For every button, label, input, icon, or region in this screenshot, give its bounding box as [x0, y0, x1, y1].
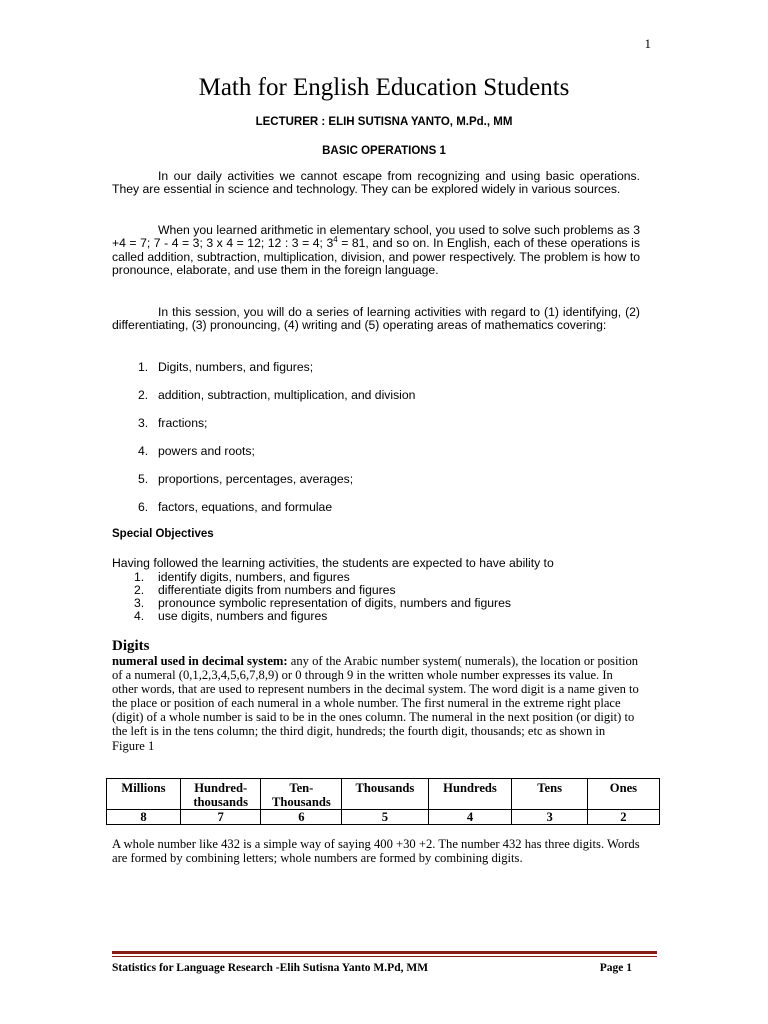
list-item: [138, 388, 415, 402]
lecturer-line: LECTURER : ELIH SUTISNA YANTO, M.Pd., MM: [255, 116, 513, 128]
item-number: 3.: [134, 596, 145, 610]
arithmetic-lead: When you learned arithmetic in elementary school, you used to solve such problems as 3 +4 = 7; 7 - 4 = 3; 3 x 4 = 12; 12 : 3 = 4; 3: [112, 223, 640, 251]
table-header-cell: Millions: [107, 779, 181, 810]
item-number: 2.: [138, 388, 149, 402]
arithmetic-paragraph: [112, 224, 640, 277]
item-number: 6.: [138, 500, 149, 514]
table-cell: 6: [261, 810, 342, 825]
item-number: 2.: [134, 583, 145, 597]
table-header-cell: Tens: [512, 779, 587, 810]
exponent: 4: [333, 235, 338, 245]
table-cell: 3: [512, 810, 587, 825]
page-number: 1: [644, 36, 651, 51]
item-text: proportions, percentages, averages;: [158, 472, 354, 486]
footer-rule-thick: [112, 951, 657, 954]
table-header-cell: Ten- Thousands: [261, 779, 342, 810]
item-number: 5.: [138, 472, 149, 486]
table-cell: 5: [342, 810, 428, 825]
digits-paragraph: [112, 654, 640, 753]
list-item: [138, 444, 255, 458]
item-text: identify digits, numbers, and figures: [158, 570, 350, 584]
footer-course-title: Statistics for Language Research -Elih Sutisna Yanto M.Pd, MM: [112, 962, 429, 974]
list-item: [134, 583, 396, 597]
item-number: 1.: [138, 360, 149, 374]
item-text: use digits, numbers and figures: [158, 609, 328, 623]
arithmetic-tail: = 81, and so on. In English, each of these operations is called addition, subtraction, multiplication, division, and power respectively. The problem is how to pronounce, elaborate, and use them in the foreign language.: [112, 236, 640, 277]
footer-page-label: Page 1: [599, 962, 632, 974]
special-objectives-heading: Special Objectives: [112, 528, 214, 540]
item-text: differentiate digits from numbers and figures: [158, 583, 396, 597]
intro-paragraph: In our daily activities we cannot escape from recognizing and using basic operations. They are essential in science and technology. They can be explored widely in various sources.: [112, 169, 640, 197]
item-text: Digits, numbers, and figures;: [158, 360, 314, 374]
session-paragraph: In this session, you will do a series of learning activities with regard to (1) identifying, (2) differentiating, (3) pronouncing, (4) writing and (5) operating areas of mathematics covering:: [112, 305, 640, 333]
objectives-intro: Having followed the learning activities, the students are expected to have ability to: [112, 556, 554, 570]
table-cell: 8: [107, 810, 181, 825]
table-header-cell: Ones: [587, 779, 659, 810]
table-cell: 4: [428, 810, 512, 825]
section-heading: BASIC OPERATIONS 1: [322, 145, 446, 157]
list-item: [138, 416, 207, 430]
item-number: 3.: [138, 416, 149, 430]
document-title: Math for English Education Students: [198, 74, 570, 101]
whole-number-paragraph: A whole number like 432 is a simple way of saying 400 +30 +2. The number 432 has three digits. Words are formed by combining letters; whole numbers are formed by combining digits.: [112, 837, 640, 866]
item-text: factors, equations, and formulae: [158, 500, 333, 514]
item-number: 4.: [138, 444, 149, 458]
table-row: [107, 810, 660, 825]
item-number: 1.: [134, 570, 145, 584]
digits-term: numeral used in decimal system:: [112, 654, 288, 668]
digits-heading: Digits: [112, 638, 150, 654]
list-item: [134, 570, 350, 584]
item-number: 4.: [134, 609, 145, 623]
item-text: pronounce symbolic representation of digits, numbers and figures: [158, 596, 511, 610]
table-header-cell: Hundred- thousands: [180, 779, 260, 810]
table-header-cell: Hundreds: [428, 779, 512, 810]
item-text: fractions;: [158, 416, 208, 430]
table-header-row: [107, 779, 660, 810]
list-item: [138, 360, 313, 374]
list-item: [138, 472, 353, 486]
item-text: addition, subtraction, multiplication, and division: [158, 388, 416, 402]
table-header-cell: Thousands: [342, 779, 428, 810]
list-item: [134, 596, 511, 610]
table-cell: 2: [587, 810, 659, 825]
table-cell: 7: [180, 810, 260, 825]
item-text: powers and roots;: [158, 444, 255, 458]
list-item: [134, 609, 327, 623]
list-item: [138, 500, 332, 514]
footer-rule-thin: [112, 956, 657, 957]
place-value-table: [106, 778, 660, 825]
digits-definition: any of the Arabic number system( numerals), the location or position of a numeral (0,1,2,3,4,5,6,7,8,9) or 0 through 9 in the written whole number expresses its value. In other words, that are used to represent numbers in the decimal system. The word digit is a name given to the place or position of each numeral in a whole number. The first numeral in the extreme right place (digit) of a whole number is said to be in the ones column. The numeral in the next position (or digit) to the left is in the tens column; the third digit, hundreds; the fourth digit, thousands; etc as shown in Figure 1: [112, 654, 639, 753]
